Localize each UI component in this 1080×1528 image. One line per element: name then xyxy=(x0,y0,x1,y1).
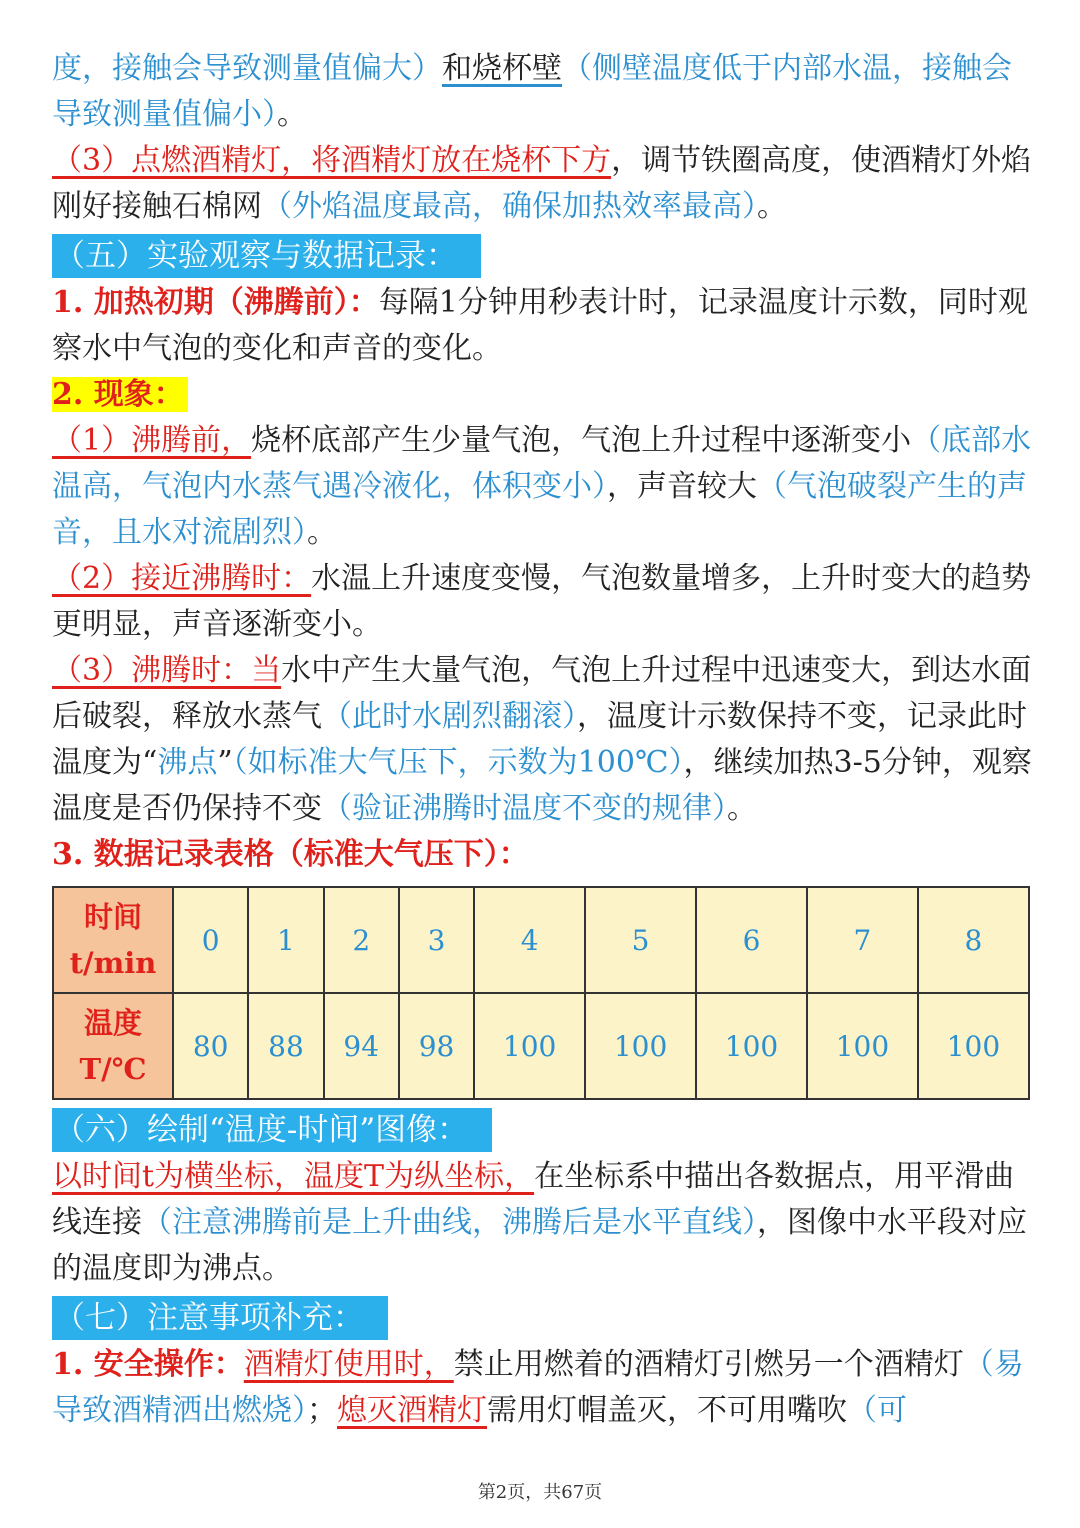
paragraph-observation-3 xyxy=(52,648,1032,832)
table-row-time xyxy=(53,887,1029,993)
paragraph-observation-2 xyxy=(52,556,1032,648)
table-cell: 100 xyxy=(807,993,918,1099)
text-segment: ” xyxy=(217,745,233,780)
paragraph-safety xyxy=(52,1342,1032,1434)
text-segment: 在坐标系中描出各数据点，用平滑曲线连接 xyxy=(52,1159,1015,1240)
document-page xyxy=(52,46,1032,1434)
section-heading-7: （七）注意事项补充： xyxy=(52,1296,388,1340)
text-segment: 。 xyxy=(307,515,337,550)
text-segment: （可 xyxy=(847,1393,907,1428)
table-cell: 0 xyxy=(173,887,248,993)
text-segment: 每隔1分钟用秒表计时，记录温度计示数，同时观察水中气泡的变化和声音的变化。 xyxy=(52,285,1028,366)
text-segment: （气泡破裂产生的声音，且水对流剧烈） xyxy=(52,469,1027,550)
text-segment: （注意沸腾前是上升曲线，沸腾后是水平直线） xyxy=(142,1205,757,1240)
text-segment: （侧壁温度低于内部水温，接触会导致测量值偏小） xyxy=(52,51,1012,132)
table-cell: 100 xyxy=(474,993,585,1099)
paragraph-thermometer-note xyxy=(52,46,1032,138)
plot-axes-label: 以时间t为横坐标，温度T为纵坐标， xyxy=(52,1159,535,1194)
text-segment: ，图像中水平段对应的温度即为沸点。 xyxy=(52,1205,1027,1286)
text-segment: 。 xyxy=(757,189,787,224)
row-header-line: t/min xyxy=(69,946,157,980)
row-header-time xyxy=(53,887,173,993)
table-cell: 100 xyxy=(696,993,807,1099)
table-cell: 4 xyxy=(474,887,585,993)
table-cell: 6 xyxy=(696,887,807,993)
text-segment: ，继续加热3-5分钟，观察温度是否仍保持不变 xyxy=(52,745,1032,826)
paragraph-observation-1 xyxy=(52,418,1032,556)
row-header-line: 时间 xyxy=(83,900,142,934)
text-segment: 。 xyxy=(277,97,307,132)
text-segment: （易导致酒精洒出燃烧） xyxy=(52,1347,1024,1428)
observation-label: （1）沸腾前， xyxy=(52,423,252,458)
row-header-temperature xyxy=(53,993,173,1099)
table-cell: 100 xyxy=(585,993,696,1099)
data-record-table xyxy=(52,886,1030,1100)
text-segment-underlined: 熄灭酒精灯 xyxy=(337,1393,487,1428)
section-heading-6: （六）绘制“温度-时间”图像： xyxy=(52,1108,492,1152)
text-segment: （此时水剧烈翻滚） xyxy=(322,699,577,734)
text-segment: （外焰温度最高，确保加热效率最高） xyxy=(262,189,757,224)
paragraph-item-1 xyxy=(52,280,1032,372)
table-cell: 94 xyxy=(324,993,399,1099)
table-cell: 3 xyxy=(399,887,474,993)
text-segment: （验证沸腾时温度不变的规律） xyxy=(322,791,727,826)
text-segment: 度，接触会导致测量值偏大） xyxy=(52,51,442,86)
paragraph-lamp-step xyxy=(52,138,1032,230)
row-header-line: 温度 xyxy=(83,1006,142,1040)
text-segment: 水中产生大量气泡，气泡上升过程中迅速变大，到达水面后破裂，释放水蒸气 xyxy=(52,653,1032,734)
item-label: 1. 加热初期（沸腾前）： xyxy=(52,285,379,320)
text-segment: 水温上升速度变慢，气泡数量增多，上升时变大的趋势更明显，声音逐渐变小。 xyxy=(52,561,1032,642)
table-cell: 98 xyxy=(399,993,474,1099)
text-segment: 禁止用燃着的酒精灯引燃另一个酒精灯 xyxy=(453,1347,964,1382)
item-label: 3. 数据记录表格（标准大气压下）： xyxy=(52,837,529,872)
step-label: （3）点燃酒精灯，将酒精灯放在烧杯下方 xyxy=(52,143,612,178)
table-cell: 80 xyxy=(173,993,248,1099)
text-segment-underlined: 酒精灯使用时， xyxy=(243,1347,454,1382)
table-cell: 8 xyxy=(918,887,1029,993)
text-segment: 沸点 xyxy=(157,745,218,780)
text-segment: ； xyxy=(307,1393,337,1428)
observation-label: （3）沸腾时：当 xyxy=(52,653,282,688)
text-segment: 需用灯帽盖灭，不可用嘴吹 xyxy=(487,1393,847,1428)
table-cell: 1 xyxy=(248,887,323,993)
paragraph-item-2 xyxy=(52,372,1032,418)
table-cell: 7 xyxy=(807,887,918,993)
table-cell: 5 xyxy=(585,887,696,993)
text-segment: ，调节铁圈高度，使酒精灯外焰刚好接触石棉网 xyxy=(52,143,1032,224)
text-segment: ，声音较大 xyxy=(607,469,757,504)
text-segment: （底部水温高，气泡内水蒸气遇冷液化，体积变小） xyxy=(52,423,1032,504)
table-cell: 88 xyxy=(248,993,323,1099)
observation-label: （2）接近沸腾时： xyxy=(52,561,312,596)
row-header-line: T/℃ xyxy=(79,1052,147,1086)
table-cell: 2 xyxy=(324,887,399,993)
item-label: 1. 安全操作： xyxy=(52,1347,244,1382)
item-label-highlighted: 2. 现象： xyxy=(52,377,188,412)
text-segment: （如标准大气压下，示数为100℃） xyxy=(232,745,684,780)
page-footer: 第2页，共67页 xyxy=(477,1482,603,1503)
text-segment: ，温度计示数保持不变，记录此时温度为“ xyxy=(52,699,1027,780)
paragraph-item-3 xyxy=(52,832,1032,878)
text-segment: 。 xyxy=(727,791,757,826)
paragraph-plot-instructions xyxy=(52,1154,1032,1292)
table-cell: 100 xyxy=(918,993,1029,1099)
table-row-temperature xyxy=(53,993,1029,1099)
text-segment: 烧杯底部产生少量气泡，气泡上升过程中逐渐变小 xyxy=(251,423,912,458)
section-heading-5: （五）实验观察与数据记录： xyxy=(52,234,481,278)
text-segment-underlined: 和烧杯壁 xyxy=(442,51,562,86)
